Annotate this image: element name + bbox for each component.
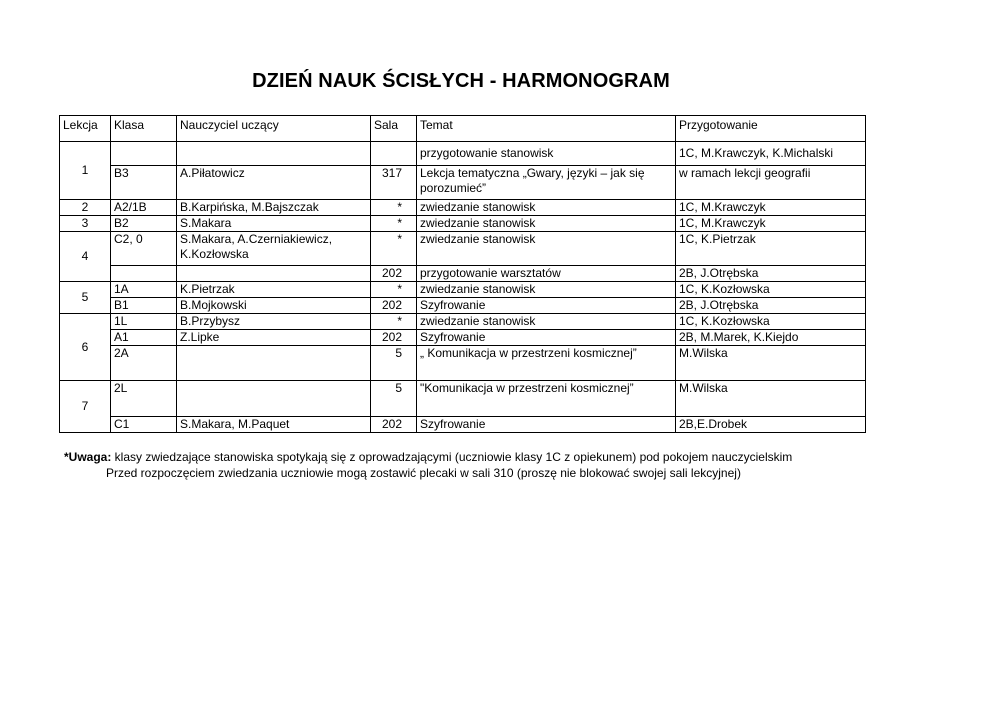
cell-nauczyciel: Z.Lipke bbox=[177, 330, 371, 346]
lesson-number: 3 bbox=[60, 216, 111, 232]
cell-sala: * bbox=[371, 200, 417, 216]
table-row bbox=[60, 346, 866, 381]
table-row bbox=[60, 282, 866, 298]
cell-sala: * bbox=[371, 282, 417, 298]
cell-nauczyciel: S.Makara bbox=[177, 216, 371, 232]
cell-nauczyciel: S.Makara, A.Czerniakiewicz, K.Kozłowska bbox=[177, 232, 371, 266]
cell-klasa: B1 bbox=[111, 298, 177, 314]
table-row bbox=[60, 298, 866, 314]
table-row bbox=[60, 216, 866, 232]
header-temat: Temat bbox=[417, 116, 676, 142]
note-text-1: klasy zwiedzające stanowiska spotykają się z oprowadzającymi (uczniowie klasy 1C z opiekunem) pod pokojem nauczycielskim bbox=[111, 450, 793, 464]
table-row bbox=[60, 314, 866, 330]
cell-nauczyciel: S.Makara, M.Paquet bbox=[177, 417, 371, 433]
cell-temat: Szyfrowanie bbox=[417, 298, 676, 314]
page-title: DZIEŃ NAUK ŚCISŁYCH - HARMONOGRAM bbox=[252, 70, 670, 92]
cell-przygotowanie: M.Wilska bbox=[676, 346, 866, 381]
cell-nauczyciel: B.Mojkowski bbox=[177, 298, 371, 314]
cell-przygotowanie: 1C, K.Kozłowska bbox=[676, 314, 866, 330]
note-line-2: Przed rozpoczęciem zwiedzania uczniowie mogą zostawić plecaki w sali 310 (proszę nie blokować swojej sali lekcyjnej) bbox=[106, 466, 741, 480]
cell-klasa: C1 bbox=[111, 417, 177, 433]
lesson-number: 5 bbox=[60, 282, 111, 314]
cell-sala: 202 bbox=[371, 417, 417, 433]
schedule-table bbox=[59, 115, 866, 433]
note-label: *Uwaga: bbox=[64, 450, 112, 464]
cell-przygotowanie: 1C, M.Krawczyk bbox=[676, 216, 866, 232]
table-row bbox=[60, 200, 866, 216]
cell-temat: zwiedzanie stanowisk bbox=[417, 216, 676, 232]
cell-sala: 202 bbox=[371, 298, 417, 314]
cell-nauczyciel bbox=[177, 266, 371, 282]
table-row bbox=[60, 232, 866, 266]
cell-temat: przygotowanie warsztatów bbox=[417, 266, 676, 282]
table-row bbox=[60, 142, 866, 166]
cell-klasa: C2, 0 bbox=[111, 232, 177, 266]
cell-przygotowanie: 1C, K.Pietrzak bbox=[676, 232, 866, 266]
cell-temat: Lekcja tematyczna „Gwary, języki – jak się porozumieć” bbox=[417, 166, 676, 200]
cell-sala: 202 bbox=[371, 330, 417, 346]
header-przygotowanie: Przygotowanie bbox=[676, 116, 866, 142]
note-line-1 bbox=[64, 449, 792, 465]
cell-sala: 317 bbox=[371, 166, 417, 200]
cell-przygotowanie: 2B, J.Otrębska bbox=[676, 266, 866, 282]
cell-nauczyciel bbox=[177, 381, 371, 417]
cell-temat: zwiedzanie stanowisk bbox=[417, 314, 676, 330]
cell-przygotowanie: 2B,E.Drobek bbox=[676, 417, 866, 433]
cell-temat: "Komunikacja w przestrzeni kosmicznej” bbox=[417, 381, 676, 417]
cell-klasa: B3 bbox=[111, 166, 177, 200]
cell-przygotowanie: 2B, M.Marek, K.Kiejdo bbox=[676, 330, 866, 346]
cell-temat: „ Komunikacja w przestrzeni kosmicznej” bbox=[417, 346, 676, 381]
cell-nauczyciel bbox=[177, 142, 371, 166]
cell-klasa bbox=[111, 266, 177, 282]
cell-nauczyciel bbox=[177, 346, 371, 381]
cell-przygotowanie: w ramach lekcji geografii bbox=[676, 166, 866, 200]
header-klasa: Klasa bbox=[111, 116, 177, 142]
header-lekcja: Lekcja bbox=[60, 116, 111, 142]
cell-sala: * bbox=[371, 314, 417, 330]
table-row bbox=[60, 266, 866, 282]
cell-przygotowanie: 2B, J.Otrębska bbox=[676, 298, 866, 314]
cell-sala bbox=[371, 142, 417, 166]
cell-klasa: 1L bbox=[111, 314, 177, 330]
cell-nauczyciel: K.Pietrzak bbox=[177, 282, 371, 298]
table-row bbox=[60, 330, 866, 346]
cell-klasa: 2L bbox=[111, 381, 177, 417]
header-nauczyciel: Nauczyciel uczący bbox=[177, 116, 371, 142]
cell-temat: zwiedzanie stanowisk bbox=[417, 232, 676, 266]
table-row bbox=[60, 381, 866, 417]
header-sala: Sala bbox=[371, 116, 417, 142]
cell-temat: zwiedzanie stanowisk bbox=[417, 200, 676, 216]
table-row bbox=[60, 166, 866, 200]
cell-klasa bbox=[111, 142, 177, 166]
cell-klasa: B2 bbox=[111, 216, 177, 232]
cell-temat: Szyfrowanie bbox=[417, 330, 676, 346]
lesson-number: 1 bbox=[60, 142, 111, 200]
cell-temat: przygotowanie stanowisk bbox=[417, 142, 676, 166]
cell-klasa: A2/1B bbox=[111, 200, 177, 216]
cell-sala: 202 bbox=[371, 266, 417, 282]
cell-przygotowanie: 1C, K.Kozłowska bbox=[676, 282, 866, 298]
lesson-number: 4 bbox=[60, 232, 111, 282]
note bbox=[64, 449, 792, 481]
cell-przygotowanie: 1C, M.Krawczyk, K.Michalski bbox=[676, 142, 866, 166]
lesson-number: 6 bbox=[60, 314, 111, 381]
table-row bbox=[60, 417, 866, 433]
cell-nauczyciel: B.Przybysz bbox=[177, 314, 371, 330]
cell-sala: 5 bbox=[371, 346, 417, 381]
cell-przygotowanie: M.Wilska bbox=[676, 381, 866, 417]
table-header-row bbox=[60, 116, 866, 142]
cell-temat: zwiedzanie stanowisk bbox=[417, 282, 676, 298]
cell-klasa: 2A bbox=[111, 346, 177, 381]
cell-sala: 5 bbox=[371, 381, 417, 417]
cell-klasa: A1 bbox=[111, 330, 177, 346]
cell-przygotowanie: 1C, M.Krawczyk bbox=[676, 200, 866, 216]
cell-klasa: 1A bbox=[111, 282, 177, 298]
cell-temat: Szyfrowanie bbox=[417, 417, 676, 433]
lesson-number: 2 bbox=[60, 200, 111, 216]
lesson-number: 7 bbox=[60, 381, 111, 433]
cell-nauczyciel: B.Karpińska, M.Bajszczak bbox=[177, 200, 371, 216]
cell-nauczyciel: A.Piłatowicz bbox=[177, 166, 371, 200]
cell-sala: * bbox=[371, 216, 417, 232]
cell-sala: * bbox=[371, 232, 417, 266]
